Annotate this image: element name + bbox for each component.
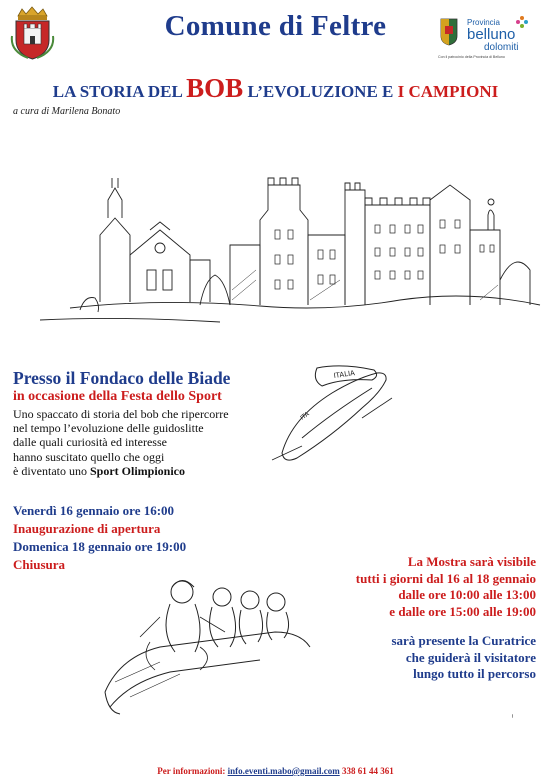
curatrice-info bbox=[391, 633, 536, 683]
description-last-bold: Sport Olimpionico bbox=[89, 463, 185, 478]
description-last-prefix: è diventato uno bbox=[13, 463, 90, 478]
exhibition-subtitle bbox=[0, 73, 551, 104]
closing-label: Chiusura bbox=[13, 557, 66, 572]
closing-date: Domenica 18 gennaio ore 19:00 bbox=[13, 539, 187, 554]
visibility-line: e dalle ore 15:00 alle 19:00 bbox=[389, 603, 536, 619]
visibility-line: dalle ore 10:00 alle 13:00 bbox=[398, 587, 536, 602]
visibility-info bbox=[356, 554, 536, 620]
subtitle-part3: I CAMPIONI bbox=[397, 82, 499, 101]
opening-date: Venerdì 16 gennaio ore 16:00 bbox=[13, 503, 175, 518]
province-logo-caption: Con il patrocinio della Provincia di Belluno bbox=[438, 55, 505, 59]
modern-bobsled-sketch bbox=[262, 358, 402, 468]
visibility-line: tutti i giorni dal 16 al 18 gennaio bbox=[355, 570, 536, 586]
description-line: dalle quali curiosità ed interesse bbox=[13, 435, 167, 450]
schedule bbox=[13, 502, 186, 574]
feltre-castle-sketch bbox=[0, 130, 551, 370]
province-logo-line1: Provincia bbox=[467, 18, 500, 27]
subtitle-part1: LA STORIA DEL bbox=[52, 82, 187, 101]
artist-signature: ~ bbox=[510, 713, 517, 718]
province-logo bbox=[440, 14, 530, 62]
page-title: Comune di Feltre bbox=[164, 10, 387, 42]
curatrice-line: sarà presente la Curatrice bbox=[391, 633, 536, 648]
subtitle-bob: BOB bbox=[186, 73, 244, 103]
footer-contact bbox=[0, 766, 551, 776]
vintage-bobsled-sketch bbox=[100, 562, 320, 727]
event-description bbox=[13, 407, 229, 478]
description-line-last bbox=[13, 464, 229, 478]
curatrice-line: lungo tutto il percorso bbox=[413, 666, 536, 681]
curator-credit: a cura di Marilena Bonato bbox=[13, 106, 121, 117]
province-logo-line3: dolomiti bbox=[484, 42, 519, 53]
province-logo-line2: belluno bbox=[467, 26, 516, 43]
svg-text:ITALIA: ITALIA bbox=[333, 369, 356, 380]
venue-heading: Presso il Fondaco delle Biade bbox=[13, 368, 231, 388]
visibility-line: La Mostra sarà visibile bbox=[407, 554, 536, 569]
footer-email-link[interactable]: info.eventi.mabo@gmail.com bbox=[227, 766, 340, 776]
curatrice-line: che guiderà il visitatore bbox=[405, 649, 536, 665]
province-shield-icon bbox=[440, 18, 458, 46]
footer-phone: 338 61 44 361 bbox=[341, 766, 394, 776]
dolomiti-mountains-icon bbox=[514, 14, 530, 30]
opening-label: Inaugurazione di apertura bbox=[13, 521, 161, 536]
subtitle-part2: L’EVOLUZIONE E bbox=[243, 82, 398, 101]
occasion-heading: in occasione della Festa dello Sport bbox=[13, 389, 222, 404]
description-line: Uno spaccato di storia del bob che ripercorre bbox=[13, 407, 229, 421]
description-line: nel tempo l’evoluzione delle guidoslitte bbox=[13, 421, 204, 436]
svg-text:ITA: ITA bbox=[299, 410, 311, 422]
description-line: hanno suscitato quello che oggi bbox=[13, 449, 165, 464]
footer-label: Per informazioni: bbox=[157, 766, 226, 776]
